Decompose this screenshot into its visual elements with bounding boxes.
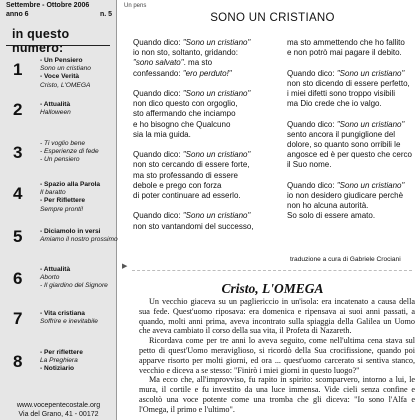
toc-entry: - Il giardino del Signore [40,282,108,290]
article2-paragraph: Ma ecco che, all'improvviso, fu rapito in spirito: scomparvero, intorno a lui, le mura, il cortile e fu investito da una luce immensa. Vide cieli senza confine e ascoltò una voce potente come una tromba che gli diceva: "Io sono l'Alfa e l'Omega, il primo e l'ultimo". [139,375,415,414]
toc-title: in questo numero: [12,27,70,55]
toc-entry: - Spazio alla Parola [40,181,101,188]
toc-entry: - Notiziario [40,365,75,373]
toc-entry: Il baratto [40,189,66,197]
poem-line: Quando dico: "Sono un cristiano" [133,211,251,221]
toc-entry: - Diciamolo in versi [40,228,101,235]
poem-line: sento ancora il pungiglione del [287,129,396,139]
article2-paragraph: Un vecchio giaceva su un pagliericcio in un'isola: era incatenato a causa della sua fede. Quest'uomo riposava: era domenica e ripensava ai suoi anni passati, a quando, molti anni prima, aveva incontrato sulla spiaggia della Galilea un Uomo che aveva cambiato il corso della sua vita, il Profeta di Nazareth. [139,297,415,336]
toc-entry: - Ti voglio bene [40,140,86,147]
toc-page-number: 7 [13,309,23,328]
poem-stanza [133,38,283,79]
issue-year: anno 6 [6,11,29,18]
poem-stanza [287,181,420,222]
issue-date: Settembre - Ottobre 2006 [6,2,90,9]
poem-line: Quando dico: "Sono un cristiano" [287,180,405,190]
toc-entry: - Attualità [40,101,71,108]
poem-line: io non desidero giudicare perchè [287,191,404,200]
poem-stanza [133,89,283,140]
article2-title: Cristo, L'OMEGA [221,281,324,296]
toc-entries [40,181,116,214]
poem-line: e non potrò mai pagare il debito. [287,48,402,58]
poem-column-right [287,38,420,232]
poem-line: angosce ed è per questo che cerco [287,150,412,160]
footer-address: Via del Grano, 41 - 00172 [18,410,99,418]
poem-line: non sto vantandomi del successo, [133,221,254,231]
toc-divider [6,45,110,46]
toc-entry: - Vita cristiana [40,310,85,317]
toc-entry: Halloween [40,109,71,117]
toc-page-number: 5 [13,227,23,246]
poem-line: ma sto professando di essere [133,170,238,180]
poem-line: il Suo nome. [287,160,332,170]
poem-line: Quando dico: "Sono un cristiano" [287,68,405,78]
toc-entry: - Un pensiero [40,156,80,164]
footer-url[interactable]: www.vocepentecostale.org [16,402,101,409]
toc-entry: Amiamo il nostro prossimo [40,236,118,244]
poem-stanza [287,69,420,110]
poem-line: di poter continuare ad esserlo. [133,191,241,201]
toc-entries [40,310,116,326]
section-label: Un pens [124,3,147,9]
poem-line: dolore, so quanto sono orribili le [287,140,401,149]
toc-page-number: 8 [13,352,23,371]
toc-entries [40,140,116,165]
sidebar-footer [0,402,117,419]
poem-line: confessando: "ero perduto!" [133,68,232,78]
poem-column-left [133,38,283,242]
toc-entries [40,228,116,244]
toc-entry: Soffrire e inevitabile [40,318,98,326]
section-divider [132,270,412,271]
poem-line: io non sto, soltanto, gridando: [133,48,238,58]
poem-line: ma Dio crede che io valgo. [287,99,382,109]
toc-page-number: 3 [13,143,23,162]
toc-page-number: 1 [13,60,23,79]
issue-info [6,1,112,19]
poem-stanza [287,120,420,171]
translation-credit: traduzione a cura di Gabriele Crociani [290,256,401,263]
poem-line: non dico questo con orgoglio, [133,99,238,109]
toc-entry: - Per Riflettere [40,197,86,205]
toc-entry: Aborto [40,274,60,282]
poem-line: sia la mia guida. [133,129,191,139]
toc-entry: - Voce Verità [40,73,80,81]
toc-page-number: 2 [13,100,23,119]
toc-entries [40,101,116,117]
poem-line: So solo di essere amato. [287,211,376,221]
toc-entry: La Preghiera [40,357,78,365]
toc-page-number: 4 [13,184,23,203]
article2-body [139,297,415,415]
poem-line: non sto dicendo di essere perfetto, [287,78,410,88]
poem-line: "sono salvato". ma sto [133,58,213,68]
toc-entry: - Un Pensiero [40,57,83,64]
poem-stanza [133,211,283,231]
poem-stanza [133,150,283,201]
toc-page-number: 6 [13,269,23,288]
toc-entry: - Esperienze di fede [40,148,99,156]
sidebar [0,0,117,420]
poem-line: non sto cercando di essere forte, [133,160,250,170]
article2-paragraph: Ricordava come per tre anni lo aveva seguito, come nell'ultima cena stava sul petto di quest'Uomo meraviglioso, si ricordò della Sua crocifissione, quando poi apparve risorto per molti giorni, ed ora ... quest'uomo carcerato si sentiva stanco, vecchio e diceva a se stesso: "Finirò i miei giorni in questo luogo?" [139,336,415,375]
article-title: SONO UN CRISTIANO [210,12,335,24]
toc-entry: Sono un cristiano [40,65,91,73]
arrow-icon: ▶ [122,263,128,270]
toc-entries [40,349,116,374]
poem-line: debole e prego con forza [133,180,222,190]
poem-stanza [287,38,420,58]
toc-entry: - Attualità [40,266,71,273]
poem-line: ma sto ammettendo che ho fallito [287,38,405,47]
toc-entry: - Per riflettere [40,349,83,356]
poem-line: non ho alcuna autorità. [287,201,369,211]
poem-line: Quando dico: "Sono un cristiano" [133,38,251,47]
poem-line: Quando dico: "Sono un cristiano" [133,150,251,160]
toc-entry: Cristo, L'OMEGA [40,81,91,89]
poem-line: i miei difetti sono troppo visibili [287,89,396,98]
toc-entries [40,57,116,90]
issue-number: n. 5 [99,11,112,18]
toc-entries [40,266,116,291]
toc-entry: Sempre pronti! [40,205,84,213]
poem-line: e ho bisogno che Qualcuno [133,119,231,129]
poem-line: Quando dico: "Sono un cristiano" [287,119,405,129]
poem-line: Quando dico: "Sono un cristiano" [133,89,251,98]
poem-line: sto affermando che inciampo [133,109,236,119]
